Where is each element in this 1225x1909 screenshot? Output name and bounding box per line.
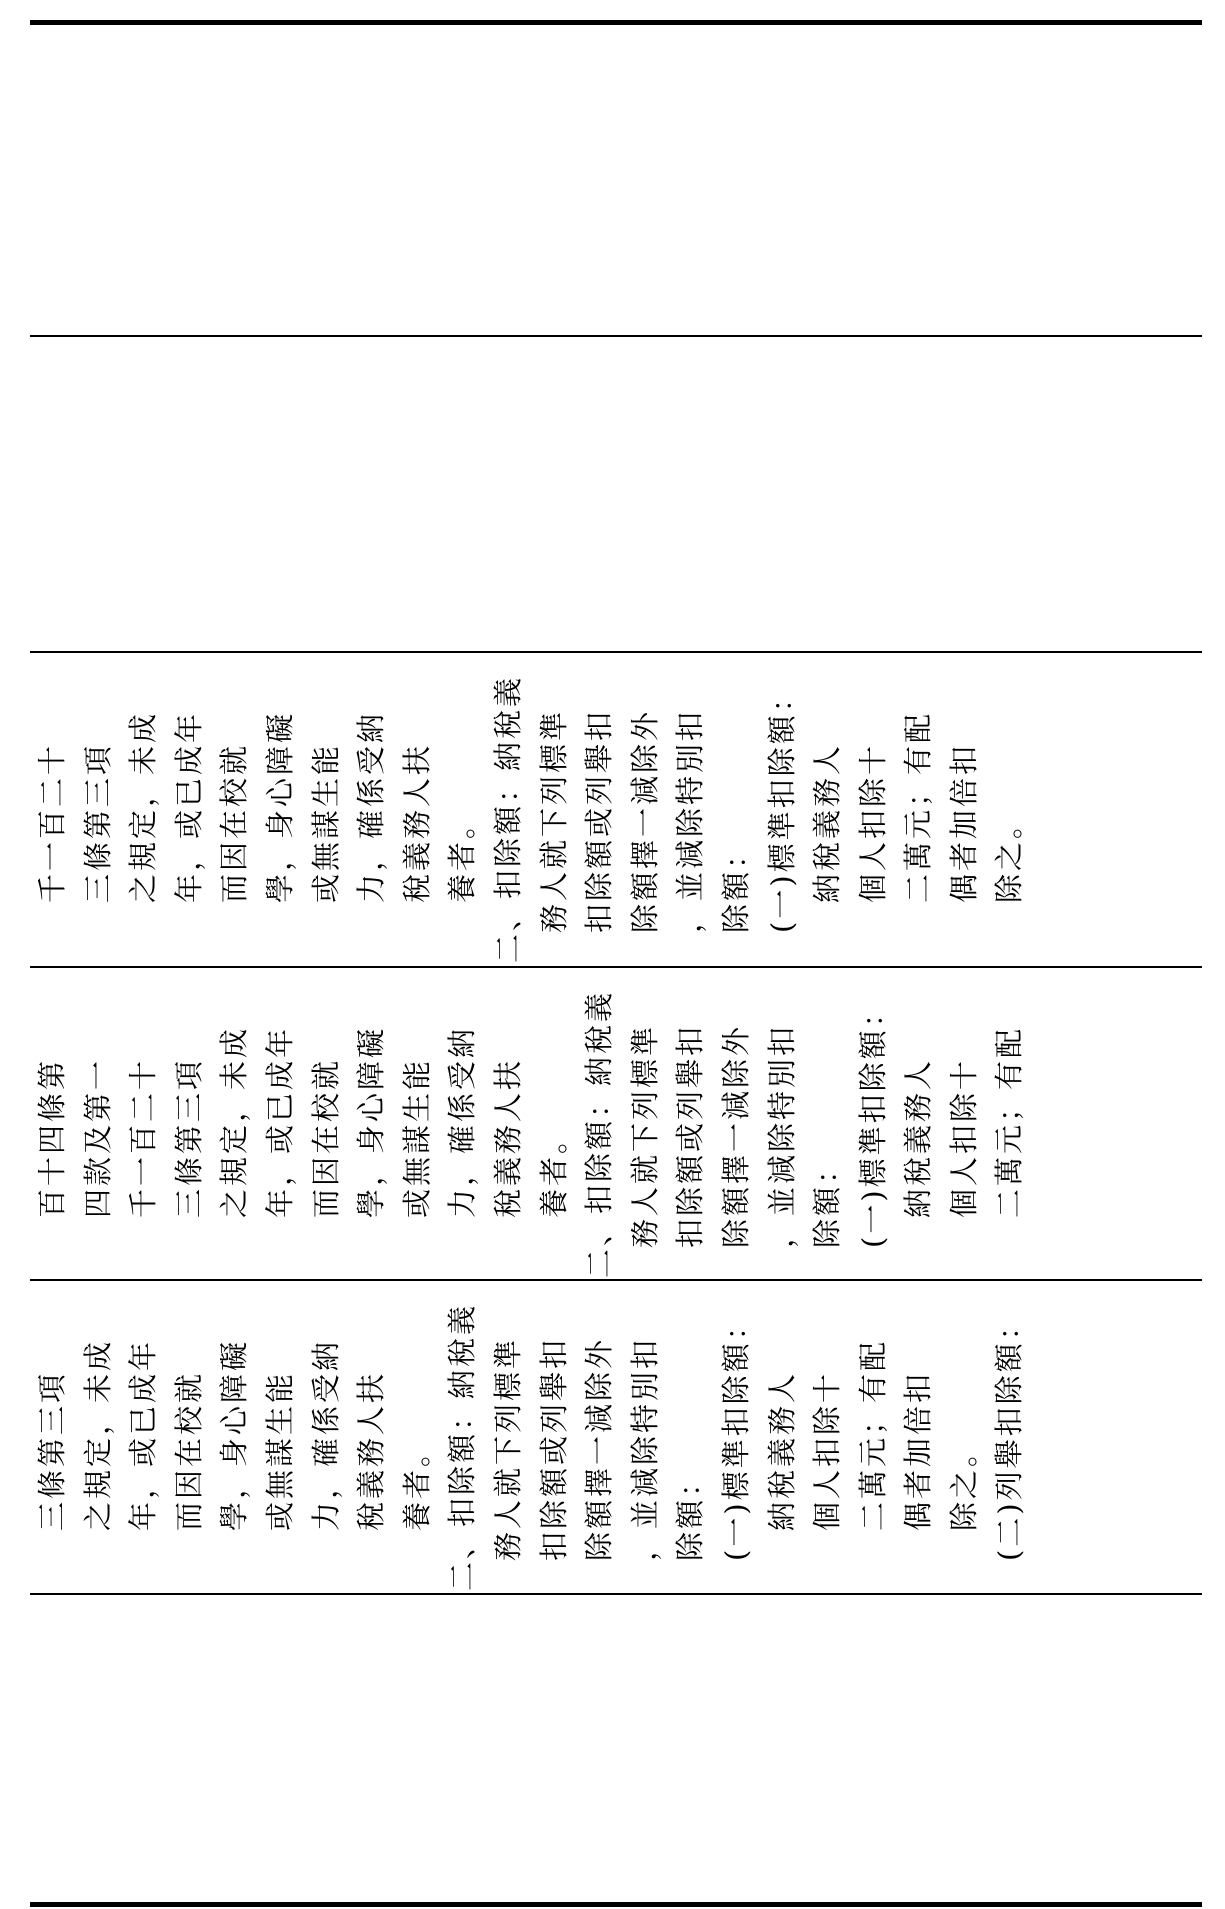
text-line: 或無謀生能 bbox=[399, 1057, 434, 1218]
text-line: 納稅義務人 bbox=[901, 1057, 936, 1218]
text-line: 除額： bbox=[810, 1151, 845, 1248]
text-line: 力，確係受納 bbox=[308, 1338, 343, 1531]
text-section-2 bbox=[30, 970, 1202, 1278]
text-line: 除之。 bbox=[946, 1434, 981, 1531]
text-line: 學，身心障礙 bbox=[262, 710, 297, 903]
text-line: 學，身心障礙 bbox=[354, 1025, 389, 1218]
text-line: 除之。 bbox=[992, 806, 1027, 903]
text-line: 千一百二十 bbox=[35, 742, 69, 903]
text-line: ，並減除特別扣 bbox=[764, 1023, 799, 1248]
text-line: 稅義務人扶 bbox=[399, 742, 434, 903]
text-line: 扣除額或列舉扣 bbox=[582, 708, 617, 933]
text-line: 二萬元；有配 bbox=[855, 1338, 890, 1531]
text-line: 三條第三項 bbox=[35, 1370, 69, 1531]
text-section-1 bbox=[30, 655, 1202, 963]
text-line: 之規定，未成 bbox=[217, 1025, 252, 1218]
text-line: 二萬元；有配 bbox=[992, 1025, 1027, 1218]
text-line: 二、扣除額：納稅義 bbox=[445, 1302, 480, 1591]
text-line: 除額擇一減除外 bbox=[627, 708, 662, 933]
text-line: 務人就下列標準 bbox=[536, 708, 571, 933]
text-line: 稅義務人扶 bbox=[354, 1370, 389, 1531]
text-line: 之規定，未成 bbox=[126, 710, 161, 903]
text-line: 偶者加倍扣 bbox=[946, 742, 981, 903]
text-line: 個人扣除十 bbox=[855, 742, 890, 903]
text-line: 二、扣除額：納稅義 bbox=[490, 674, 525, 963]
text-section-3 bbox=[30, 1283, 1202, 1591]
divider-rule-3 bbox=[30, 966, 1202, 968]
text-line: 務人就下列標準 bbox=[490, 1336, 525, 1561]
rotated-text-block bbox=[30, 970, 1033, 1278]
rotated-text-block bbox=[30, 1283, 1033, 1591]
text-line: 學，身心障礙 bbox=[217, 1338, 252, 1531]
text-line: 年，或已成年 bbox=[262, 1025, 297, 1218]
text-line: (二)列舉扣除額： bbox=[992, 1308, 1027, 1561]
text-line: 納稅義務人 bbox=[764, 1370, 799, 1531]
text-line: 養者。 bbox=[399, 1434, 434, 1531]
text-line: (一)標準扣除額： bbox=[855, 995, 890, 1248]
text-line: 個人扣除十 bbox=[946, 1057, 981, 1218]
text-line: (一)標準扣除額： bbox=[718, 1308, 753, 1561]
text-line: 千一百二十 bbox=[126, 1057, 161, 1218]
text-line: 扣除額或列舉扣 bbox=[673, 1023, 708, 1248]
text-line: 或無謀生能 bbox=[308, 742, 343, 903]
text-line: 而因在校就 bbox=[171, 1370, 206, 1531]
divider-rule-2 bbox=[30, 651, 1202, 653]
text-line: 除額擇一減除外 bbox=[582, 1336, 617, 1561]
empty-region-1 bbox=[30, 25, 1202, 333]
text-line: 或無謀生能 bbox=[262, 1370, 297, 1531]
empty-region-2 bbox=[30, 337, 1202, 649]
text-line: 三條第三項 bbox=[171, 1057, 206, 1218]
text-line: 四款及第一 bbox=[80, 1057, 115, 1218]
text-line: 而因在校就 bbox=[308, 1057, 343, 1218]
rotated-text-block bbox=[30, 655, 1033, 963]
text-line: 力，確係受納 bbox=[354, 710, 389, 903]
text-line: 除額擇一減除外 bbox=[718, 1023, 753, 1248]
text-line: ，並減除特別扣 bbox=[673, 708, 708, 933]
bottom-rule bbox=[30, 1902, 1202, 1907]
text-line: 務人就下列標準 bbox=[627, 1023, 662, 1248]
text-line: 個人扣除十 bbox=[810, 1370, 845, 1531]
text-line: 百十四條第 bbox=[35, 1057, 69, 1218]
text-line: 三條第三項 bbox=[80, 742, 115, 903]
text-line: 偶者加倍扣 bbox=[901, 1370, 936, 1531]
text-line: 除額： bbox=[673, 1464, 708, 1561]
text-line: 納稅義務人 bbox=[810, 742, 845, 903]
text-line: 二萬元；有配 bbox=[901, 710, 936, 903]
text-line: 稅義務人扶 bbox=[490, 1057, 525, 1218]
text-line: 之規定，未成 bbox=[80, 1338, 115, 1531]
text-line: 年，或已成年 bbox=[126, 1338, 161, 1531]
text-line: 扣除額或列舉扣 bbox=[536, 1336, 571, 1561]
text-line: ，並減除特別扣 bbox=[627, 1336, 662, 1561]
text-line: 養者。 bbox=[445, 806, 480, 903]
text-line: 二、扣除額：納稅義 bbox=[582, 989, 617, 1278]
text-line: 除額： bbox=[718, 836, 753, 933]
text-line: 年，或已成年 bbox=[171, 710, 206, 903]
text-line: 養者。 bbox=[536, 1121, 571, 1218]
divider-rule-4 bbox=[30, 1279, 1202, 1281]
text-line: 而因在校就 bbox=[217, 742, 252, 903]
text-line: (一)標準扣除額： bbox=[764, 680, 799, 933]
divider-rule-5 bbox=[30, 1593, 1202, 1595]
text-line: 力，確係受納 bbox=[445, 1025, 480, 1218]
empty-region-3 bbox=[30, 1596, 1202, 1900]
